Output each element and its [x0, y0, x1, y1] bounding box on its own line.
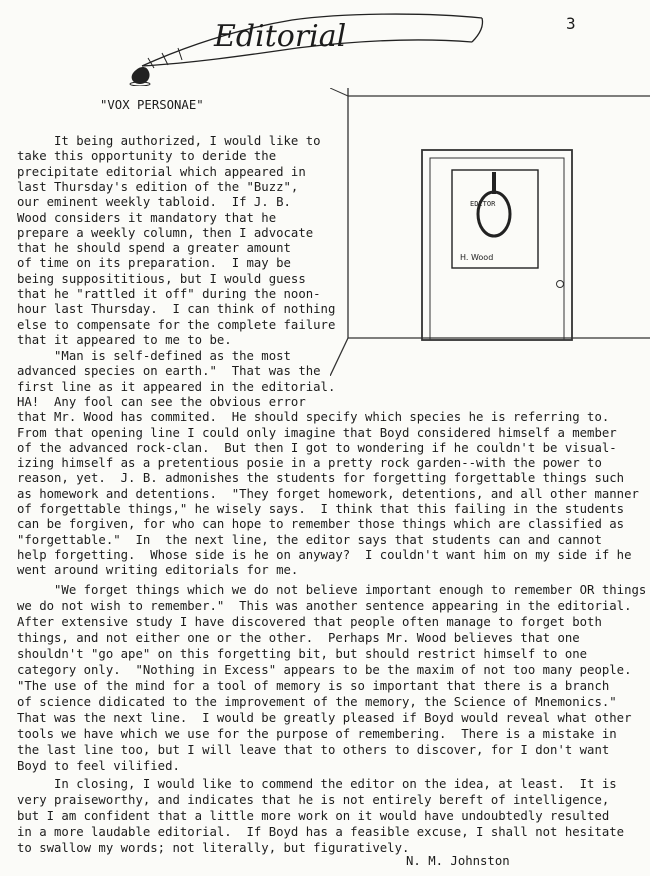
text-line: that he "rattled it off" during the noon- — [17, 287, 321, 301]
text-line: "We forget things which we do not believe important enough to remember OR things — [17, 583, 647, 597]
text-line: prepare a weekly column, then I advocate — [17, 225, 314, 240]
text-line: of forgettable things," he wisely says. I think that this failing in the students — [17, 502, 625, 516]
masthead-label: Editorial — [214, 19, 347, 54]
page-number: 3 — [566, 14, 576, 33]
text-line: last Thursday's edition of the "Buzz", — [17, 179, 299, 194]
text-line: hour last Thursday. I can think of nothing — [17, 302, 336, 317]
text-line: in a more laudable editorial. If Boyd has a feasible excuse, I shall not hesitate — [17, 825, 625, 839]
text-line: It being authorized, I would like to — [17, 134, 321, 148]
quill-inkwell-icon — [122, 8, 492, 86]
text-line: take this opportunity to deride the — [17, 149, 277, 164]
nameplate-text: H. Wood — [460, 253, 494, 262]
text-line: we do not wish to remember." This was another sentence appearing in the editorial. — [17, 599, 632, 613]
text-line: "The use of the mind for a tool of memory is so important that there is a branch — [17, 679, 610, 693]
text-line: advanced species on earth." That was the — [17, 364, 321, 379]
text-line: our eminent weekly tabloid. If J. B. — [17, 195, 291, 210]
text-line: of the advanced rock-clan. But then I got to wondering if he couldn't be visual- — [17, 440, 617, 455]
text-line: being supposititious, but I would guess — [17, 271, 306, 286]
text-line: that it appeared to me to be. — [17, 332, 232, 347]
author-signature: N. M. Johnston — [406, 854, 510, 868]
text-line: help forgetting. Whose side is he on anyway? I couldn't want him on my side if he — [17, 547, 632, 562]
text-line: "Man is self-defined as the most — [17, 349, 291, 363]
text-line: things, and not either one or the other. Perhaps Mr. Wood believes that one — [17, 631, 580, 645]
text-line: else to compensate for the complete failure — [17, 317, 336, 332]
text-line: that he should spend a greater amount — [17, 241, 291, 256]
text-line: as homework and detentions. "They forget homework, detentions, and all other manner — [17, 486, 639, 501]
article-title: "VOX PERSONAE" — [100, 98, 204, 112]
text-line: In closing, I would like to commend the editor on the idea, at least. It is — [17, 777, 617, 791]
door-icon — [330, 88, 650, 376]
text-line: first line as it appeared in the editorial. — [17, 379, 336, 394]
text-line: Boyd to feel vilified. — [17, 759, 180, 773]
text-line: Wood considers it mandatory that he — [17, 210, 277, 225]
text-line: izing himself as a pretentious posie in a pretty rock garden--with the power to — [17, 456, 602, 471]
text-line: After extensive study I have discovered that people often manage to forget both — [17, 615, 602, 629]
text-line: very praiseworthy, and indicates that he is not entirely bereft of intelligence, — [17, 793, 610, 807]
text-line: that Mr. Wood has commited. He should specify which species he is referring to. — [17, 410, 610, 425]
text-line: went around writing editorials for me. — [17, 563, 299, 578]
text-line: tools we have which we use for the purpose of remembering. There is a mistake in — [17, 727, 617, 741]
office-door-illustration — [330, 88, 650, 376]
text-line: That was the next line. I would be greatly pleased if Boyd would reveal what other — [17, 711, 632, 725]
text-line: reason, yet. J. B. admonishes the students for forgetting forgettable things such — [17, 471, 625, 486]
text-line: can be forgiven, for who can hope to remember those things which are classified as — [17, 517, 625, 532]
text-line: category only. "Nothing in Excess" appears to be the maxim of not too many people. — [17, 663, 632, 677]
door-plaque-text: EDITOR — [470, 200, 496, 208]
text-line: HA! Any fool can see the obvious error — [17, 394, 306, 409]
editorial-masthead — [122, 8, 492, 86]
text-line: From that opening line I could only imagine that Boyd considered himself a member — [17, 425, 617, 440]
text-line: but I am confident that a little more work on it would have undoubtedly resulted — [17, 809, 610, 823]
text-line: of science didicated to the improvement of the memory, the Science of Mnemonics." — [17, 695, 617, 709]
text-line: "forgettable." In the next line, the editor says that students can and cannot — [17, 532, 602, 547]
text-line: to swallow my words; not literally, but figuratively. — [17, 841, 410, 855]
text-line: shouldn't "go ape" on this forgetting bit, but should restrict himself to one — [17, 647, 588, 661]
text-line: the last line too, but I will leave that to others to discover, for I don't want — [17, 743, 610, 757]
text-line: precipitate editorial which appeared in — [17, 164, 306, 179]
text-line: of time on its preparation. I may be — [17, 256, 291, 271]
